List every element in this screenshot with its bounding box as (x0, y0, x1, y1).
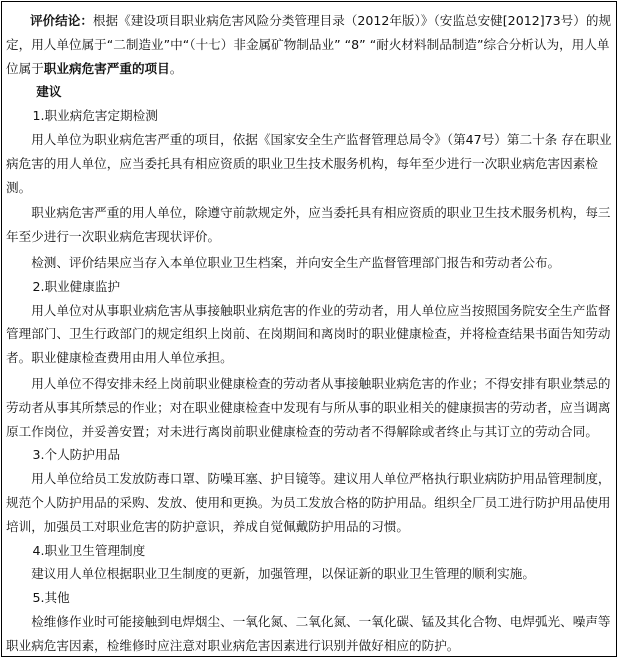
section-1-title: 1.职业病危害定期检测 (32, 108, 158, 124)
section-3-title: 3.个人防护用品 (32, 447, 121, 463)
section-1-para-3: 检测、评价结果应当存入本单位职业卫生档案，并向安全生产监督管理部门报告和劳动者公布。 (31, 254, 561, 270)
section-5-para-1: 检维修作业时可能接触到电焊烟尘、一氧化氮、二氧化氮、一氧化碳、锰及其化合物、电焊弧光、噪声等职业病危害因素，检维修时应注意对职业病危害因素进行识别并做好相应的防护。 (6, 613, 611, 653)
section-2-title: 2.职业健康监护 (32, 278, 121, 294)
section-2-para-2: 用人单位不得安排未经上岗前职业健康检查的劳动者从事接触职业病危害的作业；不得安排有职业禁忌的劳动者从事其所禁忌的作业；对在职业健康检查中发现有与所从事的职业相关的健康损害的劳动者，应当调离原工作岗位，并妥善安置；对未进行离岗前职业健康检查的劳动者不得解除或者终止与其订立的劳动合同。 (6, 375, 611, 439)
section-3-para-1: 用人单位给员工发放防毒口罩、防噪耳塞、护目镜等。建议用人单位严格执行职业病防护用品管理制度，规范个人防护用品的采购、发放、使用和更换。为员工发放合格的防护用品。组织全厂员工进行防护用品使用培训，加强员工对职业危害的防护意识，养成自觉佩戴防护用品的习惯。 (6, 471, 611, 534)
conclusion-highlight: 职业病危害严重的项目 (43, 60, 170, 76)
conclusion-label: 评价结论： (29, 13, 93, 28)
suggest-title: 建议 (36, 84, 62, 100)
section-5-title: 5.其他 (32, 590, 70, 606)
section-4-title: 4.职业卫生管理制度 (32, 542, 146, 558)
section-1-para-2: 职业病危害严重的用人单位，除遵守前款规定外，应当委托具有相应资质的职业卫生技术服务机构，每三年至少进行一次职业病危害现状评价。 (6, 205, 611, 245)
conclusion-text: 根据《建设项目职业病危害风险分类管理目录（2012年版）》（安监总安健[2012]73号）的规定，用人单位属于“二制造业”中“（十七）非金属矿物制品业” “8” “耐火材料制品制造”综合分析认为，用人单位属于 (6, 13, 612, 76)
conclusion-paragraph (6, 9, 613, 80)
document-frame (1, 1, 617, 657)
conclusion-end: 。 (169, 60, 183, 76)
section-2-para-1: 用人单位对从事职业病危害从事接触职业病危害的作业的劳动者，用人单位应当按照国务院安全生产监督管理部门、卫生行政部门的规定组织上岗前、在岗期间和离岗时的职业健康检查，并将检查结果书面告知劳动者。职业健康检查费用由用人单位承担。 (6, 302, 611, 366)
section-4-para-1: 建议用人单位根据职业卫生制度的更新，加强管理，以保证新的职业卫生管理的顺利实施。 (31, 566, 535, 582)
section-1-para-1: 用人单位为职业病危害严重的项目，依据《国家安全生产监督管理总局令》（第47号）第二十条 存在职业病危害的用人单位，应当委托具有相应资质的职业卫生技术服务机构，每年至少进行一次职业病危害因素检测。 (6, 131, 612, 195)
